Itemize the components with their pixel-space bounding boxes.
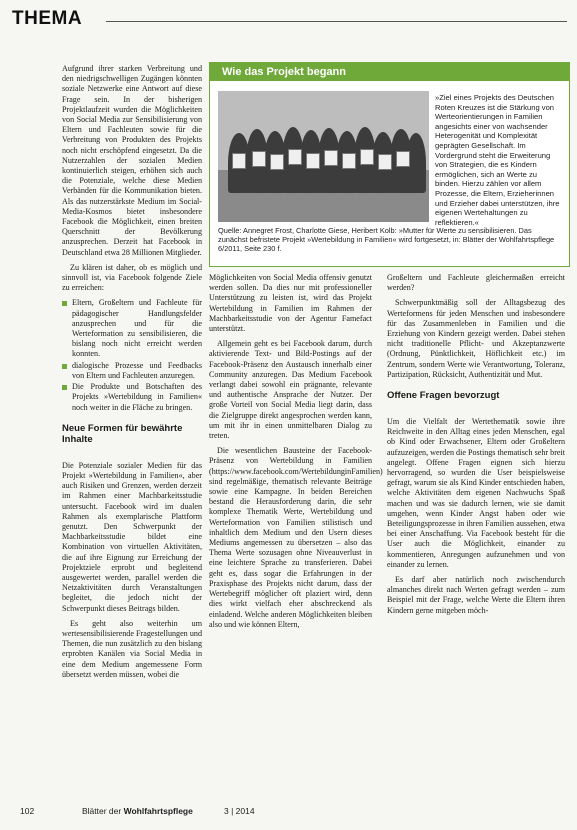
section-subheading: Neue Formen für bewährte Inhalte	[62, 422, 183, 445]
paragraph: Zu klären ist daher, ob es möglich und sinnvoll ist, via Facebook folgende Ziele zu erreichen:	[62, 262, 202, 293]
paragraph: Es darf aber natürlich noch zwischendurch almanches direkt nach Werten gefragt werden – zum Beispiel mit der Frage, welche Werte die Eltern ihren Kindern gerne mitgeben möch-	[387, 575, 565, 615]
paragraph: Die Potenziale sozialer Medien für das Projekt »Wertebildung in Familien«, aber auch Risiken und Grenzen, werden derzeit im Rahmen einer Machbarkeitsstudie untersucht. Facebook wird im dualen Rahmen als exemplarische Plattform genutzt. Den Schwerpunkt der Machbarkeitsstudie bildet eine Kombination von virtuellen Aktivitäten, die auf ihre Eignung zur Erreichung der Projektziele erprobt und begleitend ausgewertet werden, parallel werden die Netzaktivitäten durch Veranstaltungen begleitet, die jedoch nicht der Schwerpunkt dieses Beitrags bilden.	[62, 460, 202, 613]
page-number: 102	[20, 806, 35, 816]
list-item: Eltern, Großeltern und Fachleute für pädagogischer Handlungsfelder anzusprechen und für die Werteformation zu sensibilisieren, die bislang noch nicht erreicht werden konnten.	[62, 298, 202, 359]
goal-list	[62, 298, 202, 412]
list-item: dialogische Prozesse und Feedbacks von Eltern und Fachleuten anzuregen.	[62, 361, 202, 381]
section-title: THEMA	[12, 8, 83, 29]
column-2	[209, 273, 383, 635]
magazine-name: Blätter der Wohlfahrtspflege	[82, 806, 193, 816]
column-3	[387, 273, 565, 621]
group-photo	[218, 91, 429, 222]
bullet-square-icon	[62, 385, 67, 390]
list-item: Die Produkte und Botschaften des Projekts »Wertebildung in Familien« noch weiter in die Fläche zu bringen.	[62, 382, 202, 413]
bullet-square-icon	[62, 301, 67, 306]
info-box	[209, 62, 570, 267]
section-subheading: Offene Fragen bevorzugt	[387, 390, 500, 402]
paragraph: Schwerpunktmäßig soll der Alltagsbezug des Werteformens für jeden Menschen und insbesondere für das Zusammenleben in Familien und die Erziehung von Kindern gezeigt werden. Dabei stehen nicht traditionelle Pflicht- und Akzeptanzwerte (Ordnung, Pünktlichkeit, Höflichkeit etc.) im Zentrum, sondern Werte wie Verantwortung, Toleranz, Partizipation, Rücksicht, Authentizität und Mut.	[387, 298, 565, 379]
paragraph: Möglichkeiten von Social Media offensiv genutzt werden sollen. Da dies nur mit professioneller Unterstützung zu leisten ist, wird das Projekt Wertebildung in Familien im Rahmen der Machbarkeitsstudie von der Agentur Famefact unterstützt.	[209, 273, 372, 334]
info-box-text: »Ziel eines Projekts des Deutschen Roten Kreuzes ist die Stärkung von Werteorientierungen in Familien angesichts einer von wachsender Heterogenität und Komplexität geprägten Gesellschaft. Im Vordergrund steht die Erweiterung von Strategien, die es Kindern ermöglichen, sich an Werte zu binden. Hierzu zählen vor allem Prozesse, die Eltern, Erzieherinnen und Erzieher dabei unterstützen, ihre eigenen Wertehaltungen zu reflektieren.«	[435, 93, 560, 227]
page-header	[12, 8, 567, 30]
header-rule	[106, 21, 567, 22]
paragraph: Allgemein geht es bei Facebook darum, durch aktivierende Text- und Bild-Postings auf der Facebook-Präsenz den Austausch innerhalb einer Community anzuregen. Das Medium Facebook verlangt dabei sowohl ein prägnante, relevante und authentische Ansprache der Nutzer. Der große Vorteil von Social Media liegt darin, dass die Zielgruppe direkt angesprochen werden kann, um mit ihr in einen unmittelbaren Dialog zu treten.	[209, 339, 372, 441]
paragraph: Es geht also weiterhin um wertesensibilisierende Fragestellungen und Themen, die nun zusätzlich zu den bislang erprobten Kanälen via Social Media in eine dem Medium angemessene Form übersetzt werden müssen, wobei die	[62, 618, 202, 679]
paragraph: Großeltern und Fachleute gleichermaßen erreicht werden?	[387, 273, 565, 293]
paragraph: Aufgrund ihrer starken Verbreitung und den niedrigschwelligen Zugängen könnten soziale Netzwerke eine Antwort auf diese Frage sein. In der bisherigen Projektlaufzeit wurden die Möglichkeiten von Social Media zur Sensibilisierung von Eltern und Fachleuten sowie für die Verbreitung von Produkten des Projekts noch nicht erschöpfend eingesetzt. Da die Nutzerzahlen der sozialen Medien kontinuierlich steigen, erhöhen sich auch die Potenziale, welche diese Medien Verbänden für die Kommunikation bieten. Als das nutzerstärkste Medium im Social-Media-Kosmos bietet insbesondere Facebook die Möglichkeit, einen breiten Querschnitt der Bevölkerung anzusprechen. Derzeit hat Facebook in Deutschland etwa 28 Millionen Mitglieder.	[62, 64, 202, 257]
paragraph: Die wesentlichen Bausteine der Facebook-Präsenz von Wertebildung in Familien (https://www.facebook.com/WertebildunginFamilien) sind regelmäßige, thematisch relevante Beiträge sowie eine Kampagne. In beiden Bereichen bestand die Herausforderung darin, die sehr komplexe Thematik Werte, Wertebildung und Werteformation von Familien stilistisch und inhaltlich dem Medium und den Usern dieses Mediums angemessen zu übersetzen – also das Thema Werte sozusagen ohne Niveauverlust in eine leichtere Sprache zu transferieren. Dabei geht es, dass sogar die Erfahrungen in der Praxisphase des Projekts nicht darum, dass der Wertebegriff möglicher oft plaziert wird, denn dies wirkt vielfach eher abschreckend als einladend. Welche anderen Möglichkeiten bleiben also und wie können Eltern,	[209, 446, 383, 629]
column-1	[62, 64, 202, 685]
bullet-square-icon	[62, 364, 67, 369]
info-box-title: Wie das Projekt begann	[210, 63, 569, 81]
issue-number: 3 | 2014	[224, 806, 255, 816]
photo-caption: Quelle: Annegret Frost, Charlotte Giese, Heribert Kolb: »Mutter für Werte zu sensibilisieren. Das zunächst befristete Projekt »Wertebildung in Familien« wird fortgesetzt, in: Blätter der Wohlfahrtspflege 6/2011, Seite 230 f.	[218, 226, 555, 253]
paragraph: Um die Vielfalt der Wertethematik sowie ihre Reichweite in den Alltag eines jeden Menschen, egal ob Kind oder Erwachsener, Eltern oder Großeltern aufzuzeigen, werden die Postings thematisch sehr breit angelegt. Offene Fragen eignen sich hierzu hervorragend, so wurden die User beispielsweise gefragt, warum sie als Kind Kinder entschieden haben, welche Aktivitäten dem eigenen Nachwuchs Spaß machen und was sie dadurch lernen, wie sie damit umgehen, wenn Kinder Angst haben oder wie Beteiligungsprozesse in ihren Familien aussehen, etwa bei einer Anschaffung. Via Facebook besteht für die User auch die Möglichkeit, einander zu kommentieren, Anregungen aufzunehmen und von einander zu lernen.	[387, 417, 565, 569]
